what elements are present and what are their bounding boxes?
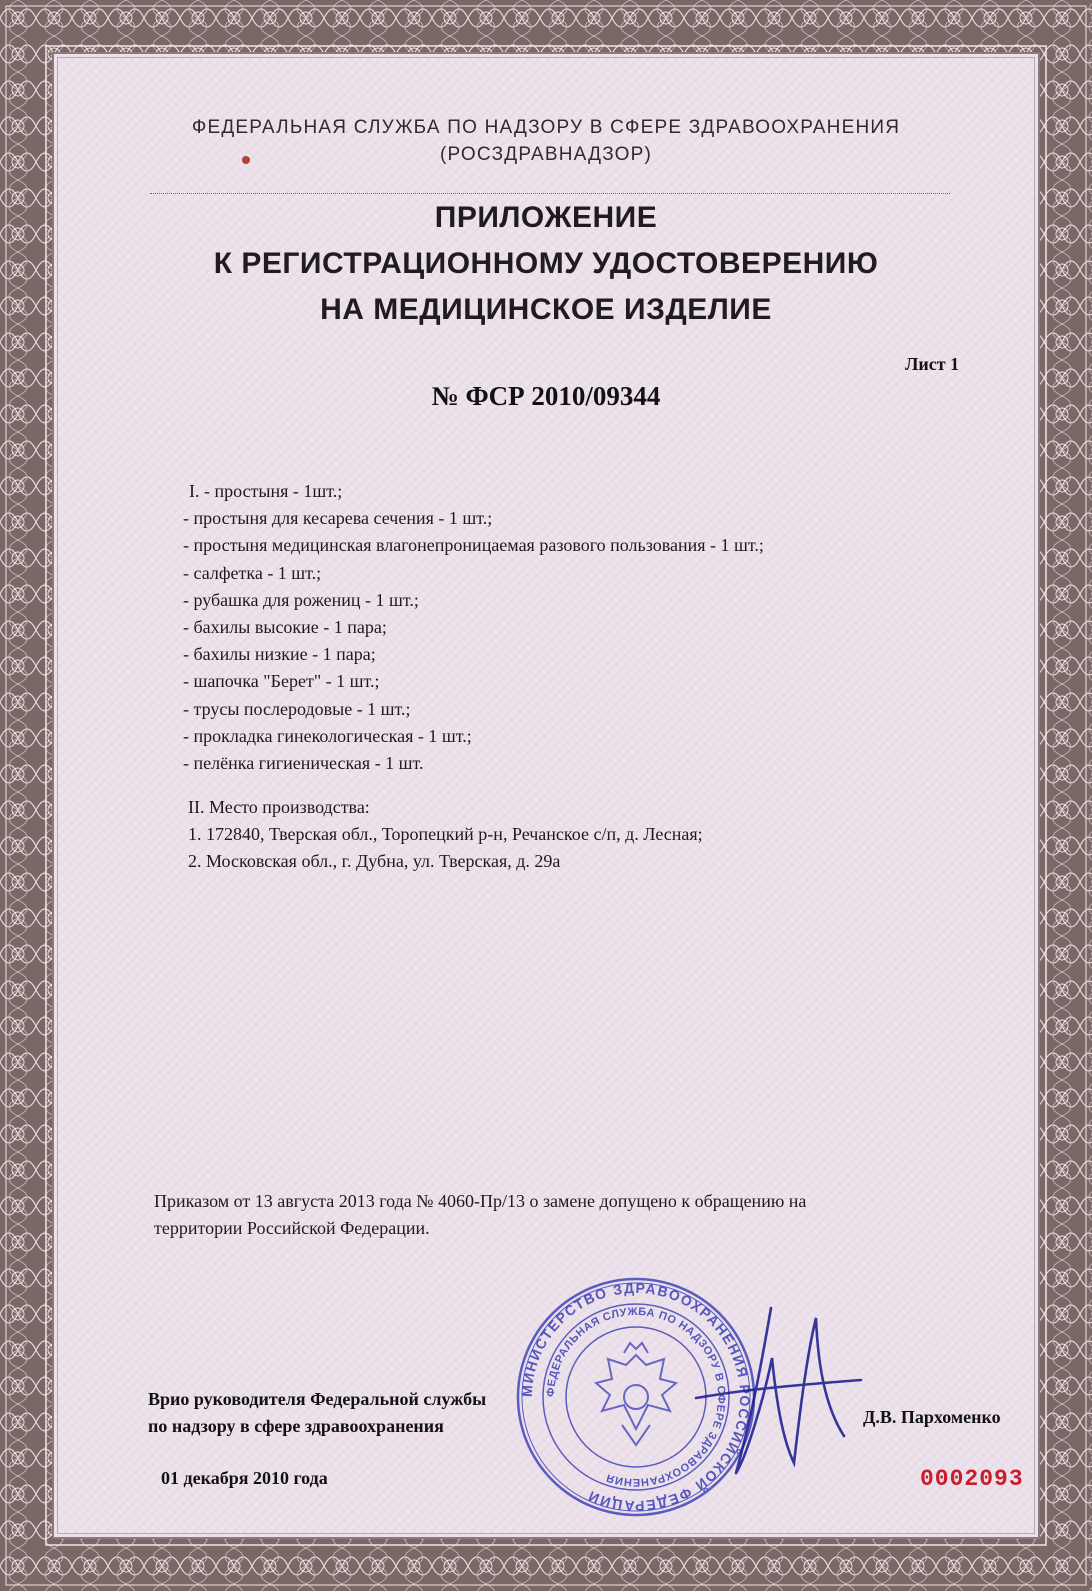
list-item: - шапочка "Берет" - 1 шт.; (183, 671, 380, 692)
document-title-line-2: К РЕГИСТРАЦИОННОМУ УДОСТОВЕРЕНИЮ (213, 247, 879, 280)
list-item: - пелёнка гигиеническая - 1 шт. (183, 753, 424, 774)
handwritten-signature (676, 1288, 866, 1498)
list-item: I. - простыня - 1шт.; (189, 481, 343, 501)
list-item: - простыня медицинская влагонепроницаемая разового пользования - 1 шт.; (183, 535, 764, 556)
list-item: - прокладка гинекологическая - 1 шт.; (183, 725, 472, 746)
sheet-label: Лист 1 (905, 354, 960, 374)
document-title-line-3: НА МЕДИЦИНСКОЕ ИЗДЕЛИЕ (320, 293, 772, 326)
list-item: - рубашка для рожениц - 1 шт.; (183, 589, 419, 610)
production-site: 2. Московская обл., г. Дубна, ул. Тверская, д. 29а (188, 851, 561, 872)
order-note-line-2: территории Российской Федерации. (154, 1218, 430, 1239)
list-item: - трусы послеродовые - 1 шт.; (183, 698, 411, 719)
list-item: - бахилы низкие - 1 пара; (183, 644, 376, 665)
signer-name: Д.В. Пархоменко (863, 1407, 1001, 1427)
header-divider (150, 193, 950, 194)
order-note (154, 1188, 806, 1242)
production-site: 1. 172840, Тверская обл., Торопецкий р-н, Речанское с/п, д. Лесная; (188, 824, 703, 845)
agency-abbreviation: (РОСЗДРАВНАДЗОР) (439, 144, 653, 165)
list-item: - салфетка - 1 шт.; (183, 562, 322, 583)
signer-position (148, 1386, 486, 1440)
stamp-inner-text: ФЕДЕРАЛЬНАЯ СЛУЖБА ПО НАДЗОРУ В СФЕРЕ ЗДРАВООХРАНЕНИЯ (544, 1305, 728, 1489)
production-section (188, 794, 703, 876)
red-dot (242, 156, 250, 164)
signer-position-line-1: Врио руководителя Федеральной службы (148, 1389, 487, 1409)
production-heading: II. Место производства: (188, 797, 370, 817)
agency-name: ФЕДЕРАЛЬНАЯ СЛУЖБА ПО НАДЗОРУ В СФЕРЕ ЗДРАВООХРАНЕНИЯ (191, 117, 901, 138)
signer-position-line-2: по надзору в сфере здравоохранения (148, 1416, 444, 1436)
order-note-line-1: Приказом от 13 августа 2013 года № 4060-Пр/13 о замене допущено к обращению на (154, 1191, 807, 1211)
registration-number: № ФСР 2010/09344 (431, 381, 661, 411)
list-item: - простыня для кесарева сечения - 1 шт.; (183, 508, 493, 529)
items-list (183, 478, 764, 777)
signature-date: 01 декабря 2010 года (161, 1468, 328, 1488)
eagle-emblem (596, 1343, 676, 1445)
stamp-outer-text: МИНИСТЕРСТВО ЗДРАВООХРАНЕНИЯ РОССИЙСКОЙ ФЕДЕРАЦИИ (518, 1279, 754, 1515)
serial-number: 0002093 (920, 1466, 1024, 1492)
document-title-line-1: ПРИЛОЖЕНИЕ (434, 201, 658, 234)
list-item: - бахилы высокие - 1 пара; (183, 617, 387, 638)
